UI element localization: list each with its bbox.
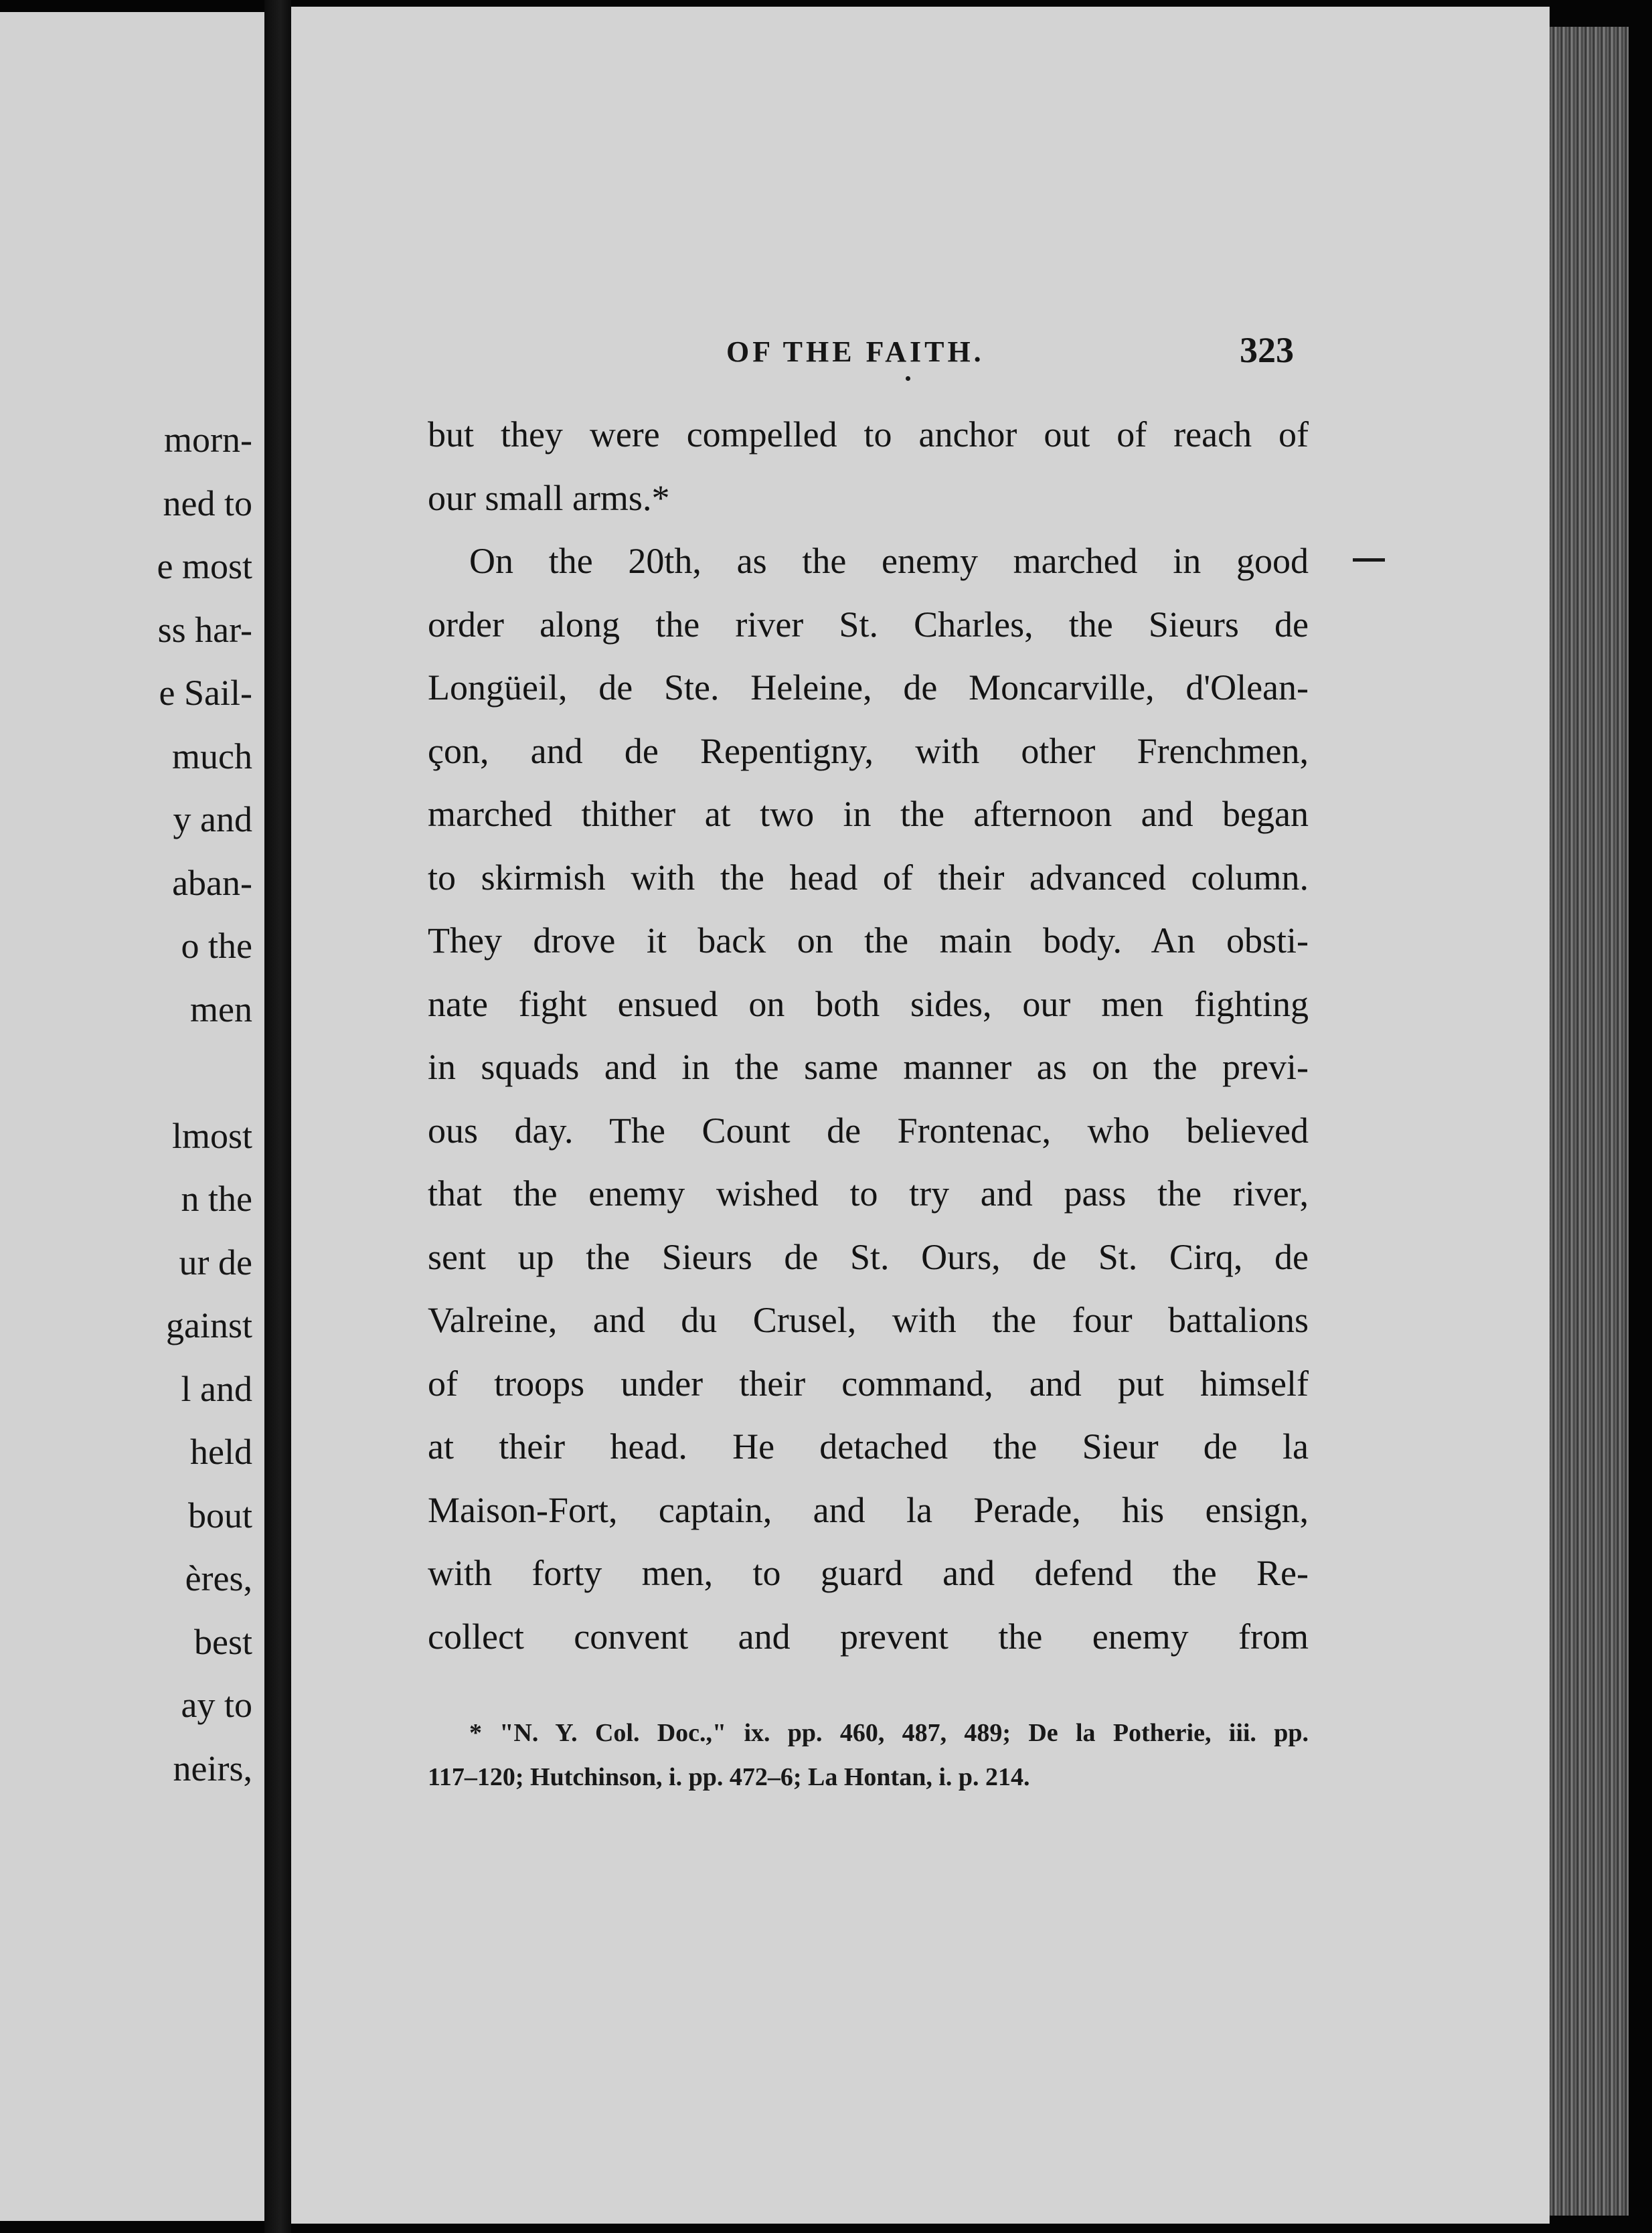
body-line: ous day. The Count de Frontenac, who believed bbox=[428, 1110, 1309, 1151]
left-text-line: e Sail- bbox=[159, 673, 252, 713]
left-text-line: ères, bbox=[185, 1558, 252, 1598]
footnote bbox=[428, 1711, 1309, 1799]
left-text-line: neirs, bbox=[173, 1748, 252, 1789]
margin-mark bbox=[1353, 558, 1385, 562]
left-text-line: l and bbox=[181, 1368, 252, 1409]
left-text-line: y and bbox=[173, 799, 252, 839]
footnote-line: 117–120; Hutchinson, i. pp. 472–6; La Hontan, i. p. 214. bbox=[428, 1763, 1030, 1791]
page-edges bbox=[1550, 27, 1629, 2216]
right-page bbox=[291, 7, 1550, 2224]
body-line: in squads and in the same manner as on the previ- bbox=[428, 1047, 1309, 1087]
running-head bbox=[291, 328, 1550, 382]
page-number: 323 bbox=[1240, 330, 1294, 370]
body-line: at their head. He detached the Sieur de la bbox=[428, 1426, 1309, 1467]
body-line: nate fight ensued on both sides, our men fighting bbox=[428, 983, 1309, 1024]
body-line: They drove it back on the main body. An obsti- bbox=[428, 920, 1309, 961]
left-text-line: men bbox=[190, 989, 252, 1029]
left-text-line: bout bbox=[187, 1495, 252, 1536]
left-text-line: ur de bbox=[179, 1242, 252, 1283]
body-line: to skirmish with the head of their advanced column. bbox=[428, 857, 1309, 898]
body-line: of troops under their command, and put himself bbox=[428, 1363, 1309, 1404]
body-line: Longüeil, de Ste. Heleine, de Moncarville, d'Olean- bbox=[428, 667, 1309, 708]
running-title: OF THE FAITH. bbox=[726, 335, 985, 368]
book-gutter bbox=[264, 0, 291, 2233]
left-text-line: o the bbox=[181, 926, 252, 966]
left-text-line: much bbox=[172, 736, 252, 776]
body-line: On the 20th, as the enemy marched in good bbox=[469, 541, 1309, 581]
running-head-dot bbox=[906, 376, 910, 381]
body-line: our small arms.* bbox=[428, 477, 670, 518]
paragraph-gap bbox=[157, 1041, 253, 1104]
body-line: with forty men, to guard and defend the Re- bbox=[428, 1553, 1309, 1593]
left-text-line: e most bbox=[157, 546, 252, 586]
body-line: marched thither at two in the afternoon and began bbox=[428, 794, 1309, 834]
body-line: sent up the Sieurs de St. Ours, de St. Cirq, de bbox=[428, 1236, 1309, 1277]
body-line: that the enemy wished to try and pass the river, bbox=[428, 1173, 1309, 1214]
left-page-fragment bbox=[0, 12, 264, 2221]
left-text-line: n the bbox=[181, 1179, 252, 1219]
edge-shadow bbox=[1629, 0, 1652, 2233]
body-line: Valreine, and du Crusel, with the four battalions bbox=[428, 1300, 1309, 1340]
body-line: collect convent and prevent the enemy from bbox=[428, 1616, 1309, 1657]
left-text-line: best bbox=[194, 1621, 252, 1662]
footnote-line: * "N. Y. Col. Doc.," ix. pp. 460, 487, 489; De la Potherie, iii. pp. bbox=[469, 1719, 1309, 1747]
left-text-line: morn- bbox=[164, 420, 252, 460]
left-page-text bbox=[157, 408, 253, 1800]
left-text-line: lmost bbox=[171, 1115, 252, 1156]
body-line: order along the river St. Charles, the Sieurs de bbox=[428, 604, 1309, 645]
left-text-line: held bbox=[190, 1432, 252, 1472]
left-text-line: ss har- bbox=[157, 609, 252, 650]
body-text bbox=[428, 403, 1309, 1668]
left-text-line: ned to bbox=[163, 483, 252, 523]
left-text-line: gainst bbox=[166, 1305, 252, 1345]
body-line: Maison-Fort, captain, and la Perade, his ensign, bbox=[428, 1489, 1309, 1530]
left-text-line: aban- bbox=[172, 862, 252, 903]
body-line: but they were compelled to anchor out of reach of bbox=[428, 414, 1309, 454]
body-line: çon, and de Repentigny, with other Frenchmen, bbox=[428, 730, 1309, 771]
left-text-line: ay to bbox=[181, 1685, 252, 1725]
